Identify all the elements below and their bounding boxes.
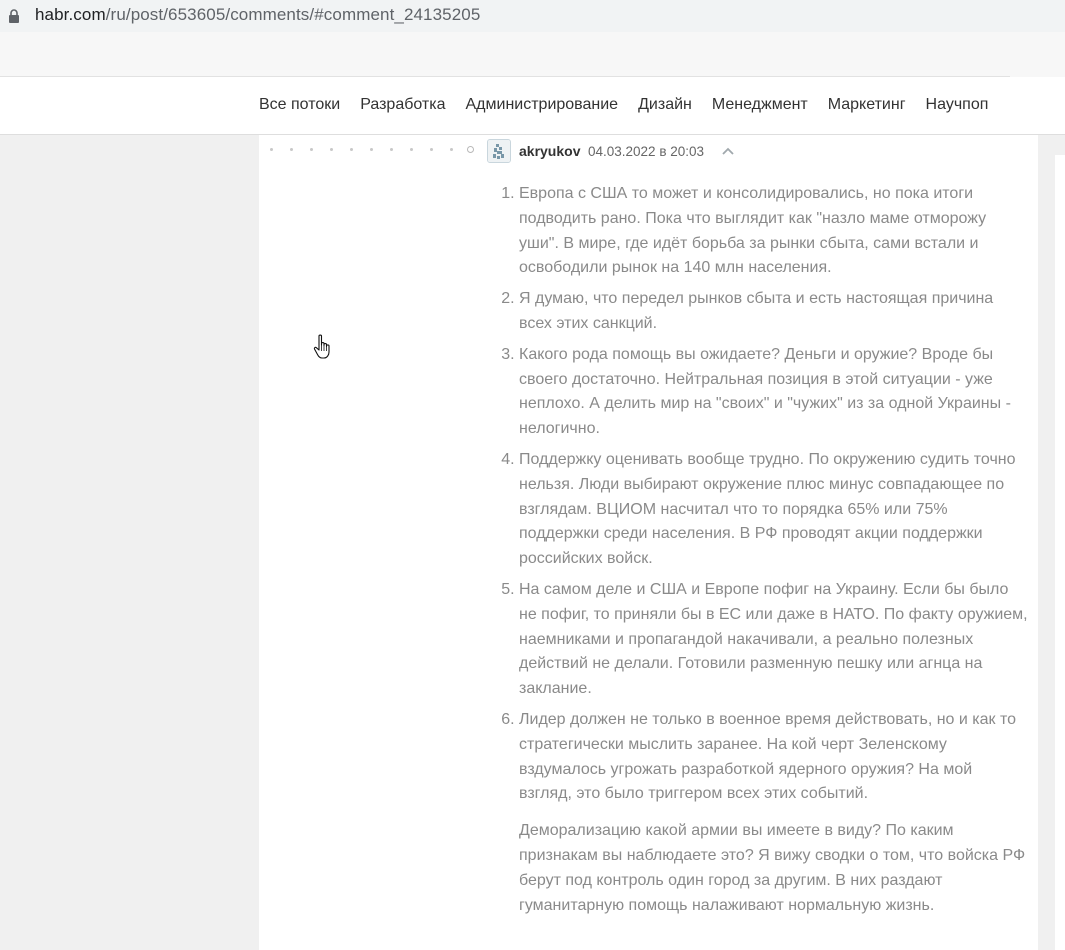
url-host: habr.com xyxy=(35,5,106,24)
comment-author[interactable]: akryukov xyxy=(519,143,581,159)
thread-dot xyxy=(450,148,453,151)
thread-dot xyxy=(330,148,333,151)
thread-dot xyxy=(370,148,373,151)
list-item: 6. Лидер должен не только в военное время действовать, но и как то стратегически мыслить заранее. На кой черт Зеленскому вздумалось угрожать разработкой ядерного оружия? На мой взгляд, это было триггером всех этих событий. xyxy=(519,708,1029,807)
list-item: 3. Какого рода помощь вы ожидаете? Деньги и оружие? Вроде бы своего достаточно. Нейтральная позиция в этой ситуации - уже неплохо. А делить мир на "своих" и "чужих" из за одной Украины - нелогично. xyxy=(519,343,1029,442)
hand-cursor-icon xyxy=(313,334,335,360)
comment-paragraph: Деморализацию какой армии вы имеете в виду? По каким признакам вы наблюдаете это? Я вижу сводки о том, что войска РФ берут под контроль один город за другим. В них раздают гуманитарную помощь налаживают нормальную жизнь. xyxy=(519,822,1026,914)
list-item: 1. Европа с США то может и консолидировались, но пока итоги подводить рано. Пока что выглядит как "назло маме отморожу уши". В мире, где идёт борьба за рынки сбыта, сами встали и освободили рынок на 140 млн населения. xyxy=(519,182,1029,281)
nav-item-marketing[interactable]: Маркетинг xyxy=(827,96,906,113)
list-item: 2. Я думаю, что передел рынков сбыта и есть настоящая причина всех этих санкций. xyxy=(519,287,1029,337)
thread-dot xyxy=(310,148,313,151)
nav-item-development[interactable]: Разработка xyxy=(360,96,446,113)
sidebar-edge xyxy=(1055,155,1065,950)
bookmark-bar xyxy=(0,32,1065,77)
thread-dot xyxy=(410,148,413,151)
list-item: 5. На самом деле и США и Европе пофиг на Украину. Если бы было не пофиг, то приняли бы в ЕС или даже в НАТО. По факту оружием, наемниками и пропагандой накачивали, а реально полезных действий не делали. Готовили разменную пешку или агнца на заклание. xyxy=(519,578,1029,702)
list-item: 4. Поддержку оценивать вообще трудно. По окружению судить точно нельзя. Люди выбирают окружение плюс минус совпадающее по взглядам. ВЦИОМ насчитал что то порядка 65% или 75% поддержки среди населения. В РФ проводят акции поддержки российских войск. xyxy=(519,448,1029,572)
chevron-up-icon[interactable] xyxy=(720,145,736,157)
thread-dot xyxy=(430,148,433,151)
url-path: /ru/post/653605/comments/#comment_24135205 xyxy=(105,5,481,24)
comment-date[interactable]: 04.03.2022 в 20:03 xyxy=(588,144,705,159)
thread-dot xyxy=(390,148,393,151)
nav-item-popsci[interactable]: Научпоп xyxy=(925,96,989,113)
nav-item-all-flows[interactable]: Все потоки xyxy=(259,96,341,113)
browser-address-bar[interactable] xyxy=(0,0,1065,32)
nav-item-administration[interactable]: Администрирование xyxy=(465,96,619,113)
nav-items xyxy=(259,96,1008,114)
thread-dot xyxy=(270,148,273,151)
avatar-identicon xyxy=(488,140,510,162)
lock-icon[interactable] xyxy=(8,9,20,23)
nav-item-management[interactable]: Менеджмент xyxy=(711,96,808,113)
site-nav xyxy=(0,77,1065,135)
url-text[interactable] xyxy=(35,5,480,25)
thread-dot xyxy=(290,148,293,151)
comment-body xyxy=(497,182,1029,918)
nav-item-design[interactable]: Дизайн xyxy=(638,96,692,113)
avatar[interactable] xyxy=(487,139,511,163)
thread-dot xyxy=(350,148,353,151)
thread-current-ring[interactable] xyxy=(467,146,474,153)
comment-list xyxy=(497,182,1029,807)
